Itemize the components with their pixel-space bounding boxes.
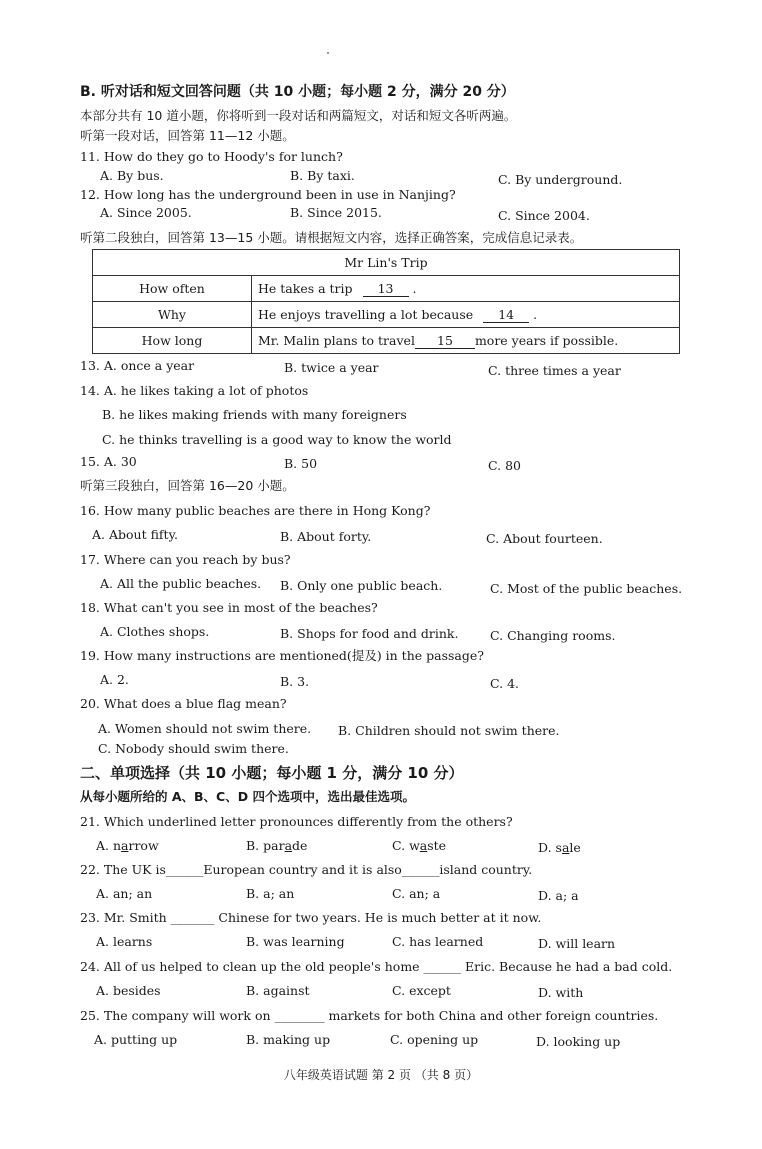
option-prefix: A. n xyxy=(96,838,122,853)
question-22-stem: 22. The UK is______European country and it is also______island country. xyxy=(80,862,533,877)
q20-option-b[interactable]: B. Children should not swim there. xyxy=(338,723,560,738)
q23-option-c[interactable]: C. has learned xyxy=(392,934,484,949)
answer-blank-14[interactable]: 14 xyxy=(483,307,529,323)
row-label: Why xyxy=(93,302,252,328)
q22-option-c[interactable]: C. an; a xyxy=(392,886,441,901)
q25-option-b[interactable]: B. making up xyxy=(246,1032,331,1047)
q18-option-a[interactable]: A. Clothes shops. xyxy=(100,624,210,639)
row-text-before: Mr. Malin plans to travel xyxy=(258,332,415,348)
q15-option-b[interactable]: B. 50 xyxy=(284,456,318,471)
answer-blank-13[interactable]: 13 xyxy=(363,281,409,297)
row-text-after: more years if possible. xyxy=(474,332,619,348)
answer-blank-15[interactable]: 15 xyxy=(415,333,475,349)
underlined-letter: a xyxy=(561,840,570,855)
q20-option-a[interactable]: A. Women should not swim there. xyxy=(98,721,312,736)
row-text-before: He enjoys travelling a lot because xyxy=(258,306,474,322)
option-prefix: C. w xyxy=(392,838,420,853)
q16-option-b[interactable]: B. About forty. xyxy=(280,529,372,544)
question-16-stem: 16. How many public beaches are there in Hong Kong? xyxy=(80,503,431,518)
section-2-title: 二、单项选择（共 10 小题；每小题 1 分，满分 10 分） xyxy=(80,764,464,782)
option-suffix: de xyxy=(292,838,308,853)
q24-option-a[interactable]: A. besides xyxy=(96,983,161,998)
row-label: How long xyxy=(93,328,252,354)
question-13-option-a[interactable]: 13. A. once a year xyxy=(80,358,195,373)
question-17-stem: 17. Where can you reach by bus? xyxy=(80,552,291,567)
q22-option-b[interactable]: B. a; an xyxy=(246,886,295,901)
part1-instruction: 听第一段对话，回答第 11—12 小题。 xyxy=(80,128,295,143)
q12-option-a[interactable]: A. Since 2005. xyxy=(100,205,192,220)
q25-option-a[interactable]: A. putting up xyxy=(94,1032,178,1047)
q13-option-c[interactable]: C. three times a year xyxy=(488,363,621,378)
row-text-after: . xyxy=(533,306,538,322)
question-23-stem: 23. Mr. Smith _______ Chinese for two years. He is much better at it now. xyxy=(80,910,542,925)
q25-option-d[interactable]: D. looking up xyxy=(536,1034,621,1049)
question-14-option-a[interactable]: 14. A. he likes taking a lot of photos xyxy=(80,383,309,398)
row-text-after: . xyxy=(412,280,417,296)
q19-option-a[interactable]: A. 2. xyxy=(100,672,129,687)
question-18-stem: 18. What can't you see in most of the beaches? xyxy=(80,600,378,615)
q13-option-b[interactable]: B. twice a year xyxy=(284,360,379,375)
q22-option-d[interactable]: D. a; a xyxy=(538,888,579,903)
option-suffix: rrow xyxy=(128,838,159,853)
q17-option-a[interactable]: A. All the public beaches. xyxy=(100,576,262,591)
q16-option-c[interactable]: C. About fourteen. xyxy=(486,531,603,546)
table-row xyxy=(93,302,680,328)
q23-option-d[interactable]: D. will learn xyxy=(538,936,616,951)
row-content xyxy=(252,328,680,354)
q17-option-b[interactable]: B. Only one public beach. xyxy=(280,578,443,593)
question-20-stem: 20. What does a blue flag mean? xyxy=(80,696,287,711)
question-11-stem: 11. How do they go to Hoody's for lunch? xyxy=(80,149,343,164)
underlined-letter: a xyxy=(419,838,428,853)
q22-option-a[interactable]: A. an; an xyxy=(96,886,153,901)
row-content xyxy=(252,276,680,302)
q19-option-b[interactable]: B. 3. xyxy=(280,674,310,689)
page-footer: 八年级英语试题 第 2 页 （共 8 页） xyxy=(283,1068,479,1082)
option-suffix: le xyxy=(569,840,581,855)
q24-option-c[interactable]: C. except xyxy=(392,983,451,998)
question-19-stem: 19. How many instructions are mentioned(提及) in the passage? xyxy=(80,648,484,663)
q25-option-c[interactable]: C. opening up xyxy=(390,1032,479,1047)
scan-speck xyxy=(327,52,329,54)
q24-option-d[interactable]: D. with xyxy=(538,985,584,1000)
q21-option-c[interactable] xyxy=(392,838,446,853)
underlined-letter: a xyxy=(284,838,293,853)
q21-option-b[interactable] xyxy=(246,838,307,853)
q23-option-a[interactable]: A. learns xyxy=(96,934,153,949)
part2-instruction: 听第二段独白，回答第 13—15 小题。请根据短文内容，选择正确答案，完成信息记录表。 xyxy=(80,230,583,245)
q11-option-c[interactable]: C. By underground. xyxy=(498,172,623,187)
q11-option-b[interactable]: B. By taxi. xyxy=(290,168,355,183)
q21-option-d[interactable] xyxy=(538,840,581,855)
q18-option-b[interactable]: B. Shops for food and drink. xyxy=(280,626,459,641)
q19-option-c[interactable]: C. 4. xyxy=(490,676,519,691)
trip-table-title: Mr Lin's Trip xyxy=(93,250,680,276)
question-15-option-a[interactable]: 15. A. 30 xyxy=(80,454,137,469)
table-row xyxy=(93,276,680,302)
row-label: How often xyxy=(93,276,252,302)
q15-option-c[interactable]: C. 80 xyxy=(488,458,521,473)
q17-option-c[interactable]: C. Most of the public beaches. xyxy=(490,581,683,596)
q11-option-a[interactable]: A. By bus. xyxy=(100,168,164,183)
row-text-before: He takes a trip xyxy=(258,280,353,296)
question-25-stem: 25. The company will work on ________ markets for both China and other foreign countries. xyxy=(80,1008,659,1023)
section-2-intro: 从每小题所给的 A、B、C、D 四个选项中，选出最佳选项。 xyxy=(80,789,415,804)
q18-option-c[interactable]: C. Changing rooms. xyxy=(490,628,616,643)
q16-option-a[interactable]: A. About fifty. xyxy=(92,527,178,542)
q20-option-c[interactable]: C. Nobody should swim there. xyxy=(98,741,289,756)
q23-option-b[interactable]: B. was learning xyxy=(246,934,345,949)
question-12-stem: 12. How long has the underground been in use in Nanjing? xyxy=(80,187,456,202)
underlined-letter: a xyxy=(121,838,129,853)
option-prefix: B. par xyxy=(246,838,285,853)
q14-option-c[interactable]: C. he thinks travelling is a good way to know the world xyxy=(102,432,452,447)
row-content xyxy=(252,302,680,328)
option-prefix: D. s xyxy=(538,840,562,855)
section-b-title: B. 听对话和短文回答问题（共 10 小题；每小题 2 分，满分 20 分） xyxy=(80,84,515,100)
option-suffix: ste xyxy=(427,838,447,853)
question-21-stem: 21. Which underlined letter pronounces differently from the others? xyxy=(80,814,513,829)
trip-info-table xyxy=(92,249,680,354)
q14-option-b[interactable]: B. he likes making friends with many foreigners xyxy=(102,407,407,422)
q12-option-b[interactable]: B. Since 2015. xyxy=(290,205,382,220)
table-row xyxy=(93,328,680,354)
part3-instruction: 听第三段独白，回答第 16—20 小题。 xyxy=(80,478,295,493)
q21-option-a[interactable] xyxy=(96,838,159,853)
section-b-intro: 本部分共有 10 道小题，你将听到一段对话和两篇短文，对话和短文各听两遍。 xyxy=(80,108,517,123)
q12-option-c[interactable]: C. Since 2004. xyxy=(498,208,590,223)
question-24-stem: 24. All of us helped to clean up the old people's home ______ Eric. Because he had a bad cold. xyxy=(80,959,673,974)
q24-option-b[interactable]: B. against xyxy=(246,983,310,998)
